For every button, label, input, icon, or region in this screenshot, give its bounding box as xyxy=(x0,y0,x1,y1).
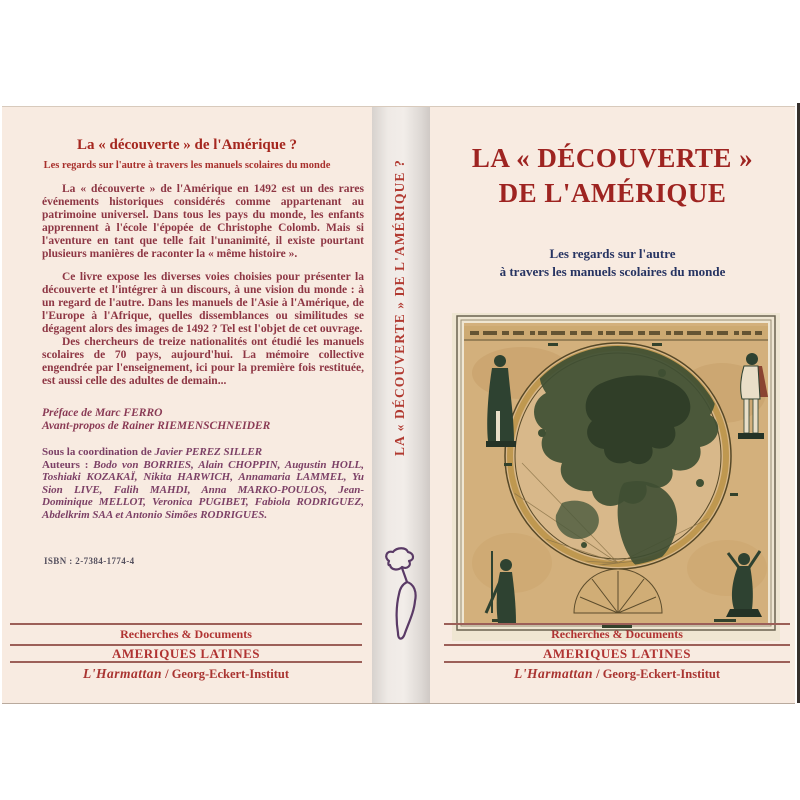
coordination-name: Javier PEREZ SILLER xyxy=(154,446,263,458)
paragraph-2: Ce livre expose les diverses voies choisies pour présenter la découverte et l'intégrer à un discours, à une vision du monde : à un regard de l'autre. Dans les manuels de l'Asie à l'Amérique, de l'Europe à l'Afrique, quelles dissemblances ou similitudes se dégagent alors des images de 1492 ? Tel est l'objet de cet ouvrage. xyxy=(42,271,364,335)
title-line-2: DE L'AMÉRIQUE xyxy=(498,178,727,208)
publisher-georg-eckert: / Georg-Eckert-Institut xyxy=(592,667,721,681)
collection-title: Recherches & Documents xyxy=(551,627,683,641)
antique-world-map xyxy=(452,313,780,641)
publisher-harmattan: L'Harmattan xyxy=(82,666,162,681)
publisher-georg-eckert: / Georg-Eckert-Institut xyxy=(161,667,290,681)
coordination-line xyxy=(42,446,364,459)
collection-title: Recherches & Documents xyxy=(120,627,252,641)
front-cover-subtitle xyxy=(430,245,795,281)
back-cover-title: La « découverte » de l'Amérique ? xyxy=(77,137,297,153)
publisher-line xyxy=(444,663,790,682)
coordination-label: Sous la coordination de xyxy=(42,446,155,458)
back-cover-subtitle: Les regards sur l'autre à travers les manuels scolaires du monde xyxy=(43,160,331,171)
authors-names: Bodo von BORRIES, Alain CHOPPIN, Augustin HOLL, Toshiaki KOZAKAÏ, Nikita HARWICH, Annamaria LAMMEL, Yu Sion LIVE, Falih MAHDI, Anna MARKO-POULOS, Jean-Dominique MELLOT, Veronica PUGIBET, Fabiola RODRIGUEZ, Abdelkrim SAA et Antonio Simões RODRIGUES. xyxy=(42,458,364,521)
publisher-harmattan: L'Harmattan xyxy=(513,666,593,681)
publisher-line xyxy=(10,663,362,682)
preface-line: Préface de Marc FERRO xyxy=(42,407,163,419)
series-title: AMERIQUES LATINES xyxy=(111,645,261,661)
back-cover-body xyxy=(42,183,364,521)
antique-map-illustration xyxy=(452,313,780,641)
isbn: ISBN : 2-7384-1774-4 xyxy=(44,556,135,566)
back-cover xyxy=(2,107,372,703)
americas-outline-icon xyxy=(378,544,426,646)
subtitle-line-1: Les regards sur l'autre xyxy=(549,246,676,261)
back-cover-footer xyxy=(10,623,362,682)
front-cover-title xyxy=(430,141,795,211)
paragraph-3: Des chercheurs de treize nationalités ont étudié les manuels scolaires de 70 pays, aujourd'hui. La mémoire collective engendrée par l'enseignement, ici pour la première fois restituée, est aussi celle des adultes de demain... xyxy=(42,336,364,387)
spine-title: LA « DÉCOUVERTE » DE L'AMÉRIQUE ? xyxy=(392,159,407,456)
book-spread xyxy=(2,106,795,704)
authors-label: Auteurs : xyxy=(42,458,94,471)
title-line-1: LA « DÉCOUVERTE » xyxy=(471,143,754,173)
front-cover-footer xyxy=(444,623,790,682)
avant-propos-line: Avant-propos de Rainer RIEMENSCHNEIDER xyxy=(42,420,271,432)
authors-block xyxy=(42,459,364,522)
series-title: AMERIQUES LATINES xyxy=(542,645,692,661)
spine xyxy=(372,107,430,703)
subtitle-line-2: à travers les manuels scolaires du monde xyxy=(499,264,726,279)
paragraph-1: La « découverte » de l'Amérique en 1492 est un des rares événements historiques considérés comme appartenant au patrimoine universel. Dans tous les pays du monde, les enfants apprennent à l'école l'épopée de Christophe Colomb. Mais si l'aventure en tant que telle fait l'unanimité, il existe pourtant plusieurs manières de raconter la « même histoire ». xyxy=(42,183,364,260)
front-cover xyxy=(430,107,795,703)
credits-block xyxy=(42,407,364,433)
